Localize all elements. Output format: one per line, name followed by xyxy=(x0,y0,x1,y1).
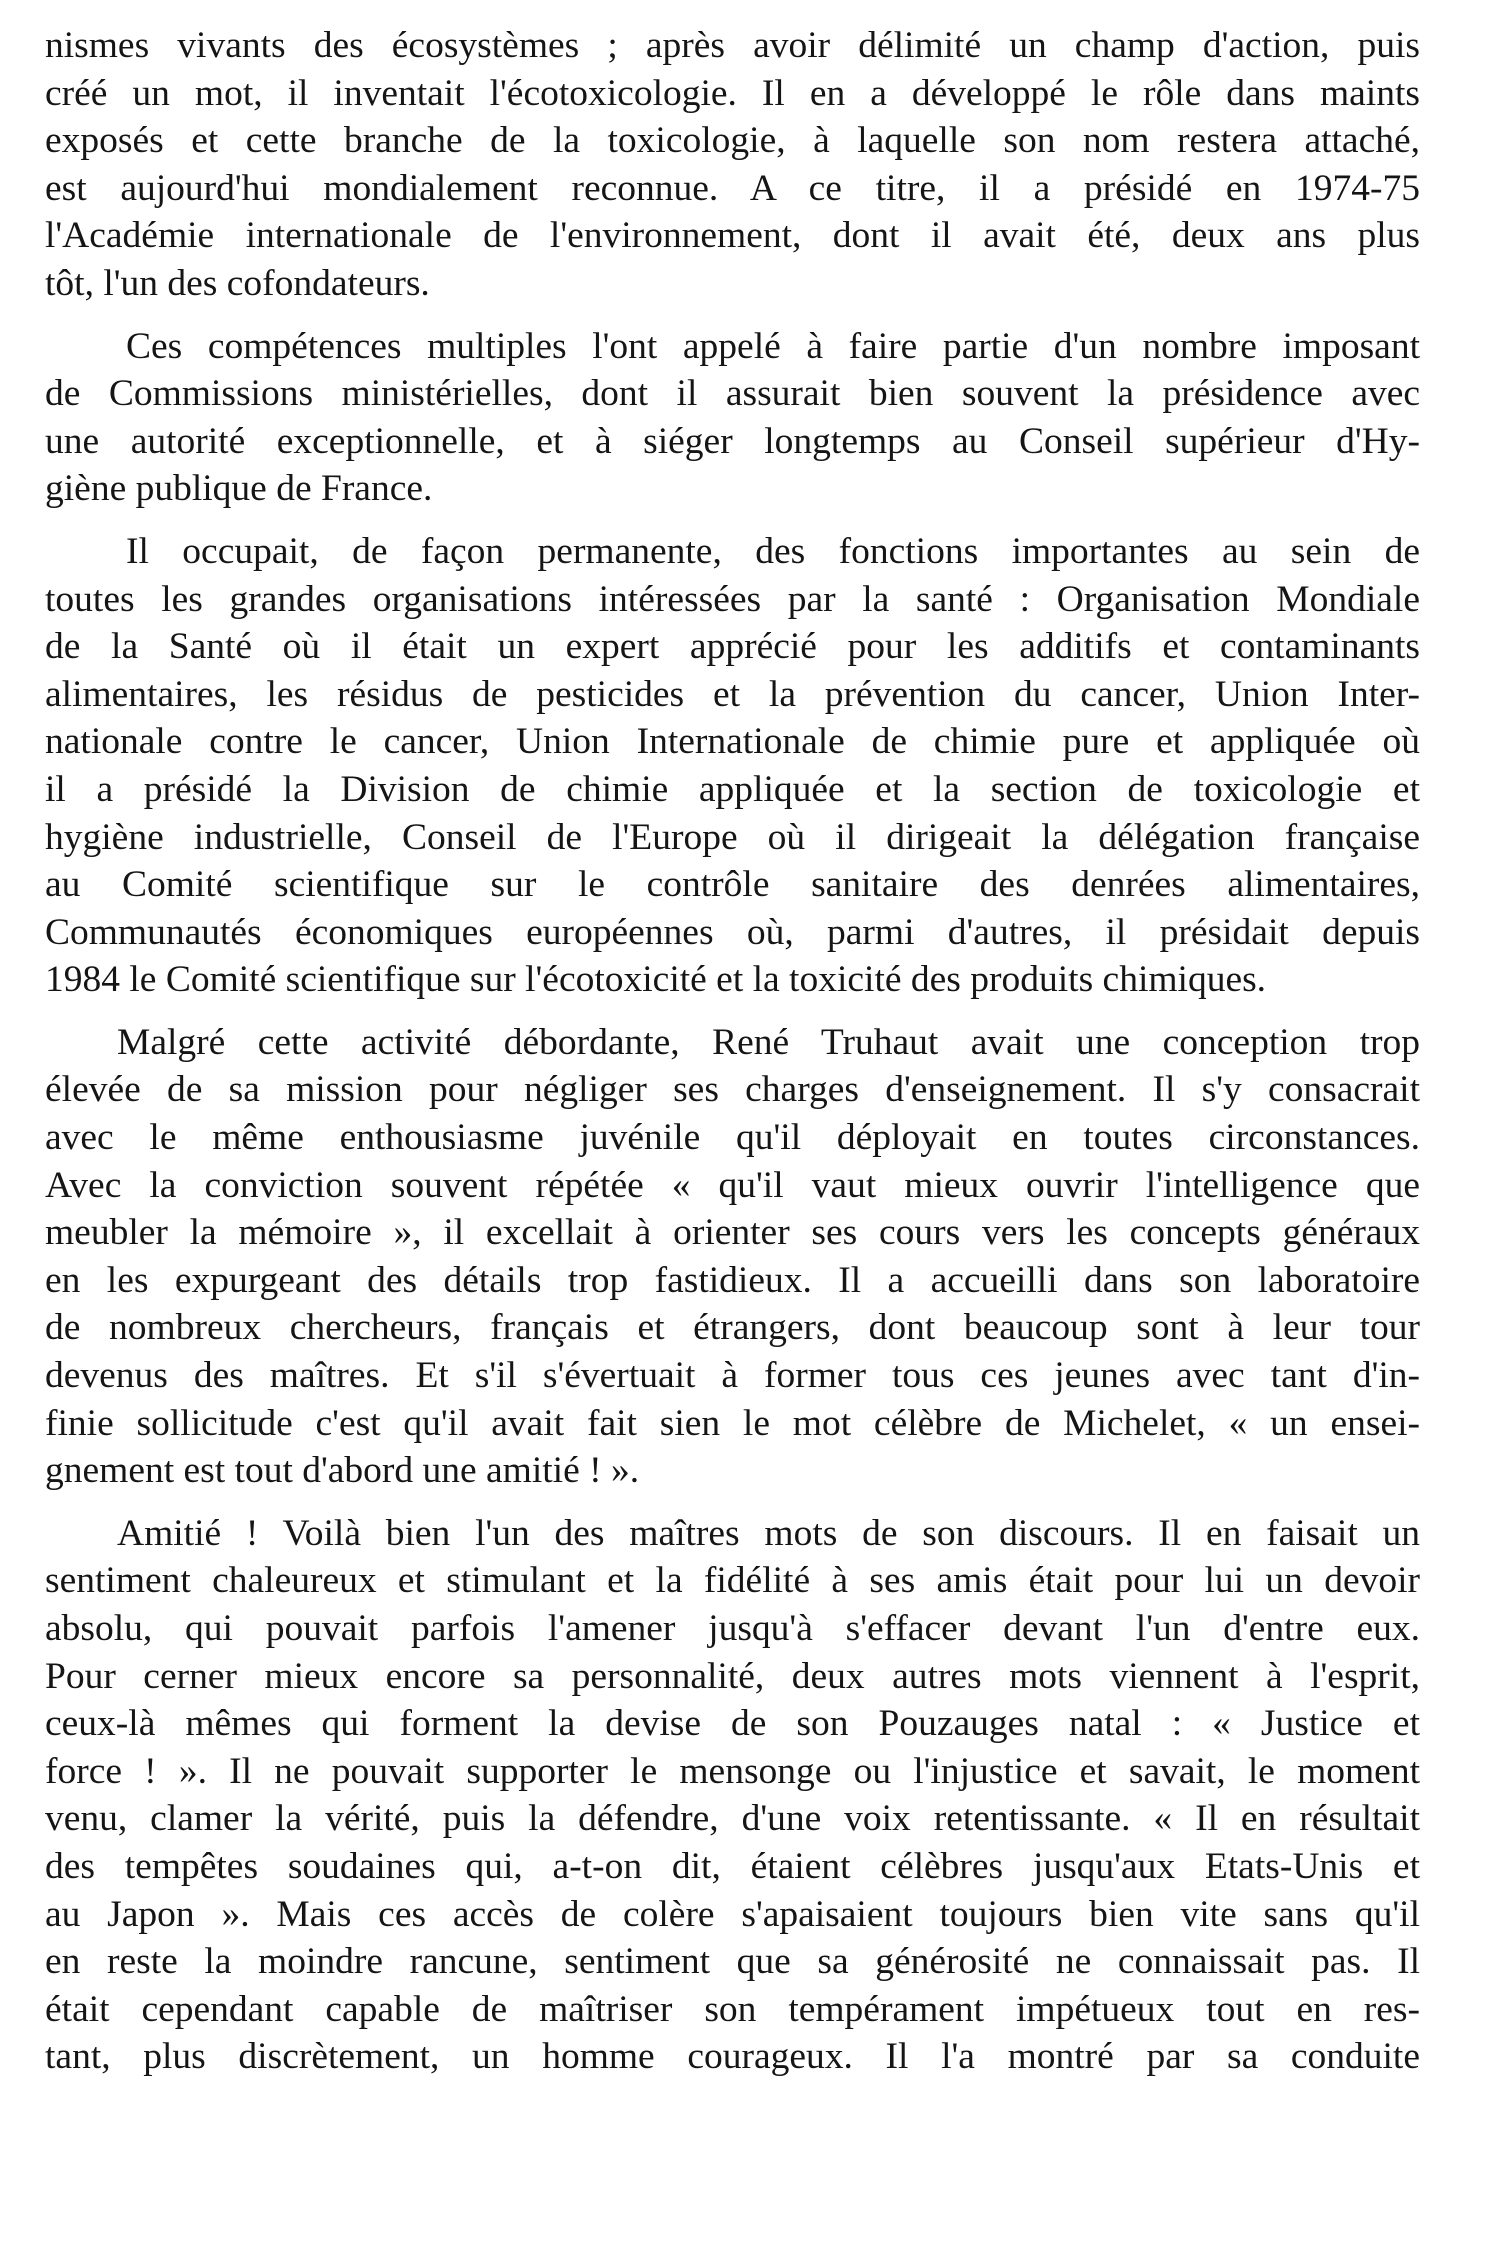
text-line: Ces compétences multiples l'ont appelé à faire partie d'un nombre imposant xyxy=(126,325,1420,367)
text-line: absolu, qui pouvait parfois l'amener jusqu'à s'effacer devant l'un d'entre eux. xyxy=(45,1608,1420,1649)
text-line: Malgré cette activité débordante, René Truhaut avait une conception trop xyxy=(117,1021,1420,1063)
text-line: sentiment chaleureux et stimulant et la fidélité à ses amis était pour lui un devoir xyxy=(45,1560,1420,1602)
text-line: créé un mot, il inventait l'écotoxicologie. Il en a développé le rôle dans maints xyxy=(45,72,1420,114)
text-line: au Japon ». Mais ces accès de colère s'apaisaient toujours bien vite sans qu'il xyxy=(45,1893,1420,1935)
text-line: de Commissions ministérielles, dont il assurait bien souvent la présidence avec xyxy=(45,373,1420,415)
text-line: meubler la mémoire », il excellait à orienter ses cours vers les concepts généraux xyxy=(45,1212,1420,1254)
text-line: tant, plus discrètement, un homme courageux. Il l'a montré par sa conduite xyxy=(45,2036,1420,2078)
text-line: Pour cerner mieux encore sa personnalité, deux autres mots viennent à l'esprit, xyxy=(45,1655,1420,1697)
text-line: nationale contre le cancer, Union Internationale de chimie pure et appliquée où xyxy=(45,721,1420,763)
text-line: nismes vivants des écosystèmes ; après avoir délimité un champ d'action, puis xyxy=(45,25,1420,66)
text-line: des tempêtes soudaines qui, a-t-on dit, étaient célèbres jusqu'aux Etats-Unis et xyxy=(45,1845,1420,1887)
text-line: force ! ». Il ne pouvait supporter le mensonge ou l'injustice et savait, le moment xyxy=(45,1750,1420,1792)
text-line: hygiène industrielle, Conseil de l'Europe où il dirigeait la délégation française xyxy=(45,816,1420,858)
text-line: était cependant capable de maîtriser son tempérament impétueux tout en res- xyxy=(45,1988,1420,2030)
text-line: au Comité scientifique sur le contrôle sanitaire des denrées alimentaires, xyxy=(45,864,1420,906)
text-line: l'Académie internationale de l'environnement, dont il avait été, deux ans plus xyxy=(45,215,1420,257)
paragraph xyxy=(45,22,1420,308)
text-line: giène publique de France. xyxy=(45,468,433,510)
paragraph xyxy=(45,1510,1420,2081)
paragraph xyxy=(45,528,1420,1004)
text-line: Il occupait, de façon permanente, des fonctions importantes au sein de xyxy=(126,530,1420,572)
body-text xyxy=(45,22,1420,2096)
text-line: est aujourd'hui mondialement reconnue. A ce titre, il a présidé en 1974-75 xyxy=(45,167,1420,209)
text-line: de la Santé où il était un expert apprécié pour les additifs et contaminants xyxy=(45,626,1420,668)
text-line: 1984 le Comité scientifique sur l'écotoxicité et la toxicité des produits chimiques. xyxy=(45,959,1267,1001)
text-line: avec le même enthousiasme juvénile qu'il déployait en toutes circonstances. xyxy=(45,1117,1420,1159)
text-line: devenus des maîtres. Et s'il s'évertuait à former tous ces jeunes avec tant d'in- xyxy=(45,1355,1420,1397)
text-line: gnement est tout d'abord une amitié ! ». xyxy=(45,1450,640,1492)
paragraph xyxy=(45,1019,1420,1495)
text-line: tôt, l'un des cofondateurs. xyxy=(45,262,430,304)
text-line: élevée de sa mission pour négliger ses charges d'enseignement. Il s'y consacrait xyxy=(45,1069,1420,1111)
text-line: toutes les grandes organisations intéressées par la santé : Organisation Mondiale xyxy=(45,578,1420,620)
text-line: ceux-là mêmes qui forment la devise de son Pouzauges natal : « Justice et xyxy=(45,1703,1420,1745)
text-line: exposés et cette branche de la toxicologie, à laquelle son nom restera attaché, xyxy=(45,120,1420,162)
text-line: finie sollicitude c'est qu'il avait fait sien le mot célèbre de Michelet, « un ensei- xyxy=(45,1402,1420,1444)
text-line: il a présidé la Division de chimie appliquée et la section de toxicologie et xyxy=(45,768,1420,810)
text-line: Amitié ! Voilà bien l'un des maîtres mots de son discours. Il en faisait un xyxy=(117,1512,1420,1554)
text-line: Communautés économiques européennes où, parmi d'autres, il présidait depuis xyxy=(45,911,1420,953)
text-line: une autorité exceptionnelle, et à siéger longtemps au Conseil supérieur d'Hy- xyxy=(45,420,1420,462)
text-line: en les expurgeant des détails trop fastidieux. Il a accueilli dans son laboratoire xyxy=(45,1259,1420,1301)
text-line: de nombreux chercheurs, français et étrangers, dont beaucoup sont à leur tour xyxy=(45,1307,1420,1349)
text-line: Avec la conviction souvent répétée « qu'il vaut mieux ouvrir l'intelligence que xyxy=(45,1164,1420,1206)
text-line: alimentaires, les résidus de pesticides et la prévention du cancer, Union Inter- xyxy=(45,673,1420,715)
text-line: venu, clamer la vérité, puis la défendre, d'une voix retentissante. « Il en résultait xyxy=(45,1798,1420,1840)
text-line: en reste la moindre rancune, sentiment que sa générosité ne connaissait pas. Il xyxy=(45,1941,1420,1983)
paragraph xyxy=(45,323,1420,513)
